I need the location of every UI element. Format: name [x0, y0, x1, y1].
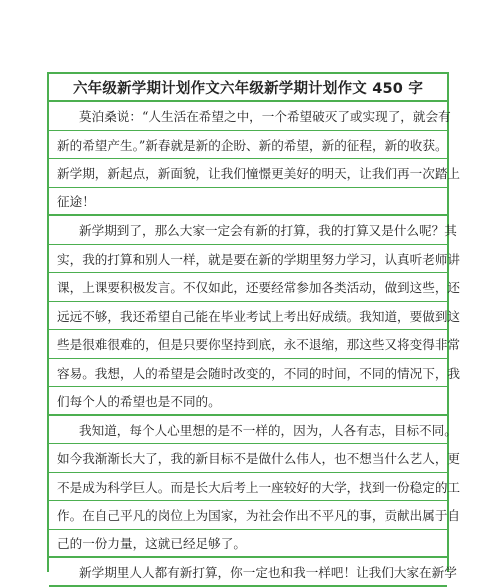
paragraph-4: [49, 558, 457, 587]
text-line: 些是很难很难的，但是只要你坚持到底，永不退缩，那这些又将变得非常: [49, 330, 447, 359]
paragraph-2: [49, 216, 460, 416]
text-line: 新学期，新起点，新面貌，让我们憧憬更美好的明天，让我们再一次踏上: [49, 159, 447, 188]
text-line: 莫泊桑说：“人生活在希望之中，一个希望破灭了或实现了，就会有: [49, 102, 447, 131]
text-line: 新的希望产生。”新春就是新的企盼、新的希望，新的征程，新的收获。: [49, 131, 447, 160]
paragraph-3: [49, 416, 460, 559]
text-line: 新学期里人人都有新打算，你一定也和我一样吧！让我们大家在新学: [49, 558, 447, 587]
text-line: 们每个人的希望也是不同的。: [49, 387, 447, 416]
text-line: 己的一份力量，这就已经足够了。: [49, 530, 447, 559]
text-line: 实，我的打算和别人一样，就是要在新的学期里努力学习，认真听老师讲: [49, 245, 447, 274]
text-line: 新学期到了，那么大家一定会有新的打算，我的打算又是什么呢？其: [49, 216, 447, 245]
paragraph-1: [49, 102, 460, 216]
page-title: 六年级新学期计划作文六年级新学期计划作文 450 字: [49, 74, 447, 102]
text-line: 征途！: [49, 188, 447, 217]
text-line: 课，上课要积极发言。不仅如此，还要经常参加各类活动，做到这些，还: [49, 273, 447, 302]
text-line: 作。在自己平凡的岗位上为国家，为社会作出不平凡的事，贡献出属于自: [49, 501, 447, 530]
essay-sheet: [47, 72, 460, 580]
text-line: 远远不够，我还希望自己能在毕业考试上考出好成绩。我知道，要做到这: [49, 302, 447, 331]
text-line: 容易。我想，人的希望是会随时改变的，不同的时间，不同的情况下，我: [49, 359, 447, 388]
text-line: 如今我渐渐长大了，我的新目标不是做什么伟人，也不想当什么艺人，更: [49, 444, 447, 473]
text-line: 不是成为科学巨人。而是长大后考上一座较好的大学，找到一份稳定的工: [49, 473, 447, 502]
text-line: 我知道，每个人心里想的是不一样的，因为，人各有志，目标不同。: [49, 416, 447, 445]
